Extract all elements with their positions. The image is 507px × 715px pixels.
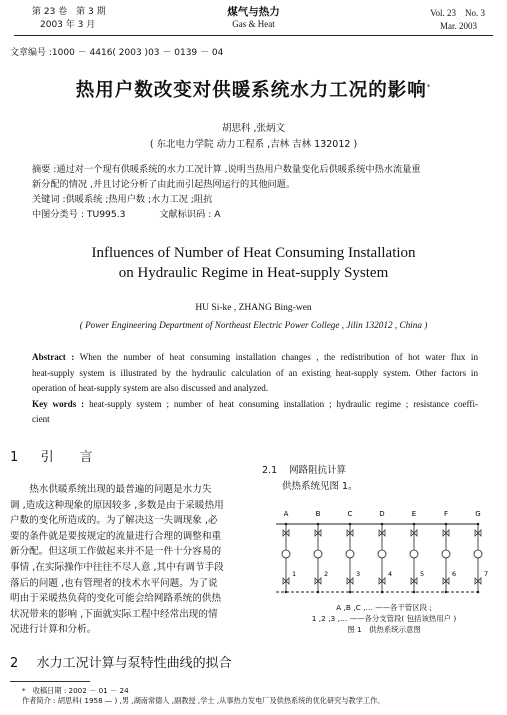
branch-label-4: 4 — [388, 570, 393, 578]
footnote-received: * 收稿日期 : 2002 － 01 － 24 — [22, 686, 129, 695]
section-2-number: 2 — [10, 656, 19, 671]
abstract-cn-line1: 摘要 :通过对一个现有供暖系统的水力工况计算 ,说明当热用户数量变化后供暖系统中热水流量重 — [32, 164, 421, 175]
junction-dot — [381, 523, 384, 526]
abstract-en — [32, 350, 478, 428]
footnote-rule — [10, 681, 90, 682]
header-rule — [14, 35, 493, 36]
section-2-heading — [10, 652, 232, 671]
subsection-2-1-number: 2.1 — [262, 465, 278, 476]
branch-label-6: 6 — [452, 570, 457, 578]
section-1-line: 明由于采暖热负荷的变化可能会给网路系统的供热 — [10, 593, 222, 605]
section-1-line: 要的条件就是要按规定的流量进行合理的调整和重 — [10, 530, 222, 542]
junction-dot — [477, 523, 480, 526]
abstract-cn-line2: 新分配的情况 ,并且讨论分析了由此而引起热网运行的其他问题。 — [32, 179, 296, 190]
junction-dot — [317, 591, 320, 594]
junction-dot — [413, 523, 416, 526]
title-cn — [0, 76, 507, 102]
authors-cn: 胡思科 ,张炳文 — [221, 123, 286, 134]
figure-caption: 图 1 供热系统示意图 — [347, 625, 421, 634]
abstract-en-line2: heat-supply system is illustrated by the hydraulic calculation of an existing heat-supply system. Other factors in — [32, 367, 478, 378]
section-label-c: C — [347, 510, 353, 518]
title-en-line2: on Hydraulic Regime in Heat-supply System — [118, 265, 389, 281]
heat-consumer-icon — [378, 550, 386, 558]
section-1-title: 引 言 — [40, 450, 93, 465]
heat-consumer-icon — [474, 550, 482, 558]
section-label-a: A — [283, 510, 289, 518]
section-label-b: B — [315, 510, 321, 518]
section-2-title: 水力工况计算与泵特性曲线的拟合 — [36, 656, 232, 671]
junction-dot — [445, 591, 448, 594]
title-en — [0, 243, 507, 283]
section-label-g: G — [475, 510, 481, 518]
branch-label-7: 7 — [484, 570, 489, 578]
header-journal-en: Gas & Heat — [232, 19, 275, 29]
section-1-line: 落后的问题 ,也有管理者的技术水平问题。为了说 — [10, 577, 218, 589]
heat-consumer-icon — [410, 550, 418, 558]
junction-dot — [349, 523, 352, 526]
section-label-f: F — [443, 510, 449, 518]
figure-legend — [268, 602, 500, 635]
abstract-en-label: Abstract : — [32, 352, 75, 362]
title-cn-text: 热用户数改变对供暖系统水力工况的影响 — [75, 80, 427, 101]
title-en-line1: Influences of Number of Heat Consuming Installation — [91, 245, 416, 261]
section-1-line: 状况带来的影响 ,下面就实际工程中经常出现的情 — [10, 608, 218, 620]
section-1-line: 调 ,造成这种现象的原因较多 ,多数是由于采暖热用 — [10, 499, 224, 511]
branch-label-1: 1 — [292, 570, 297, 578]
heat-consumer-icon — [282, 550, 290, 558]
article-number: 文章编号 :1000 － 4416( 2003 )03 － 0139 － 04 — [10, 48, 224, 58]
affiliation-cn: ( 东北电力学院 动力工程系 ,吉林 吉林 132012 ) — [149, 139, 358, 150]
branch-label-5: 5 — [420, 570, 425, 578]
header-journal-cn: 煤气与热力 — [227, 6, 280, 18]
abstract-cn — [32, 162, 482, 222]
document-code: 文献标识码 : A — [159, 209, 221, 220]
header-date-en: Mar. 2003 — [440, 21, 477, 31]
subsection-2-1-title: 网路阻抗计算 — [289, 465, 347, 476]
branch-label-2: 2 — [324, 570, 329, 578]
keywords-en-label: Key words : — [32, 398, 85, 409]
section-1-number: 1 — [10, 450, 19, 465]
abstract-en-line3: operation of heat-supply system are also discussed and analyzed. — [32, 383, 269, 393]
abstract-en-line1: Abstract : When the number of heat consuming installation changes , the redistribution of hot water flux in — [32, 352, 479, 362]
header-volume-en: Vol. 23 No. 3 — [430, 8, 485, 18]
affiliation-en: ( Power Engineering Department of Northeast Electric Power College , Jilin 132012 , China ) — [79, 320, 428, 330]
branch-label-3: 3 — [356, 570, 361, 578]
classification-number: 中图分类号 : TU995.3 — [32, 209, 126, 220]
keywords-cn: 关键词 :供暖系统 ;热用户数 ;水力工况 ;阻抗 — [32, 194, 213, 205]
footnote — [22, 686, 384, 706]
junction-dot — [349, 591, 352, 594]
subsection-2-1-heading — [262, 462, 346, 476]
section-1-body — [10, 482, 244, 638]
keywords-en-line2: cient — [32, 414, 50, 424]
figure-legend-line1: A ,B ,C ,… ——各干管区段 ; — [336, 603, 432, 612]
section-1-line: 户数的变化所造成的。为了解决这一失调现象 ,必 — [10, 515, 218, 527]
section-1-line: 事情 ,在实际操作中往往不尽人意 ,其中有调节手段 — [10, 561, 224, 573]
classification-row — [32, 207, 482, 222]
heat-consumer-icon — [346, 550, 354, 558]
junction-dot — [445, 523, 448, 526]
footnote-author-bio: 作者简介 : 胡思科( 1958 — ) ,男 ,湖南常德人 ,副教授 ,学士 ,从事热力发电厂及供热系统的优化研究与教学工作。 — [22, 696, 385, 705]
junction-dot — [285, 591, 288, 594]
header-date-cn: 2003 年 3 月 — [40, 20, 96, 30]
footnote-mark: * — [22, 686, 26, 695]
section-1-line: 热水供暖系统出现的最普遍的问题是水力失 — [29, 484, 212, 495]
junction-dot — [381, 591, 384, 594]
section-1-line: 新分配。但这项工作做起来并不是一件十分容易的 — [10, 546, 222, 558]
heat-consumer-icon — [314, 550, 322, 558]
junction-dot — [317, 523, 320, 526]
section-label-d: D — [379, 510, 385, 518]
subsection-2-1-text: 供热系统见图 1。 — [282, 481, 358, 492]
main-pipe-section-labels — [284, 510, 481, 518]
figure-legend-line2: 1 ,2 ,3 ,… ——各分支管段( 包括该热用户 ) — [311, 614, 457, 623]
heating-system-diagram — [268, 508, 500, 600]
junction-dot — [413, 591, 416, 594]
keywords-en-line1: Key words : heat-supply system ; number of heat consuming installation ; hydraulic regime ; resistance coeffi- — [32, 398, 478, 409]
section-1-line: 况进行计算和分析。 — [10, 624, 97, 636]
title-footnote-mark: * — [426, 82, 432, 91]
authors-en: HU Si-ke , ZHANG Bing-wen — [195, 303, 312, 313]
branch-labels — [292, 570, 488, 578]
section-1-heading — [10, 446, 93, 465]
heat-consumer-icon — [442, 550, 450, 558]
header-volume-cn: 第 23 卷 第 3 期 — [32, 7, 106, 17]
junction-dot — [285, 523, 288, 526]
junction-dot — [477, 591, 480, 594]
section-label-e: E — [411, 510, 417, 518]
pipe-network — [276, 523, 482, 594]
